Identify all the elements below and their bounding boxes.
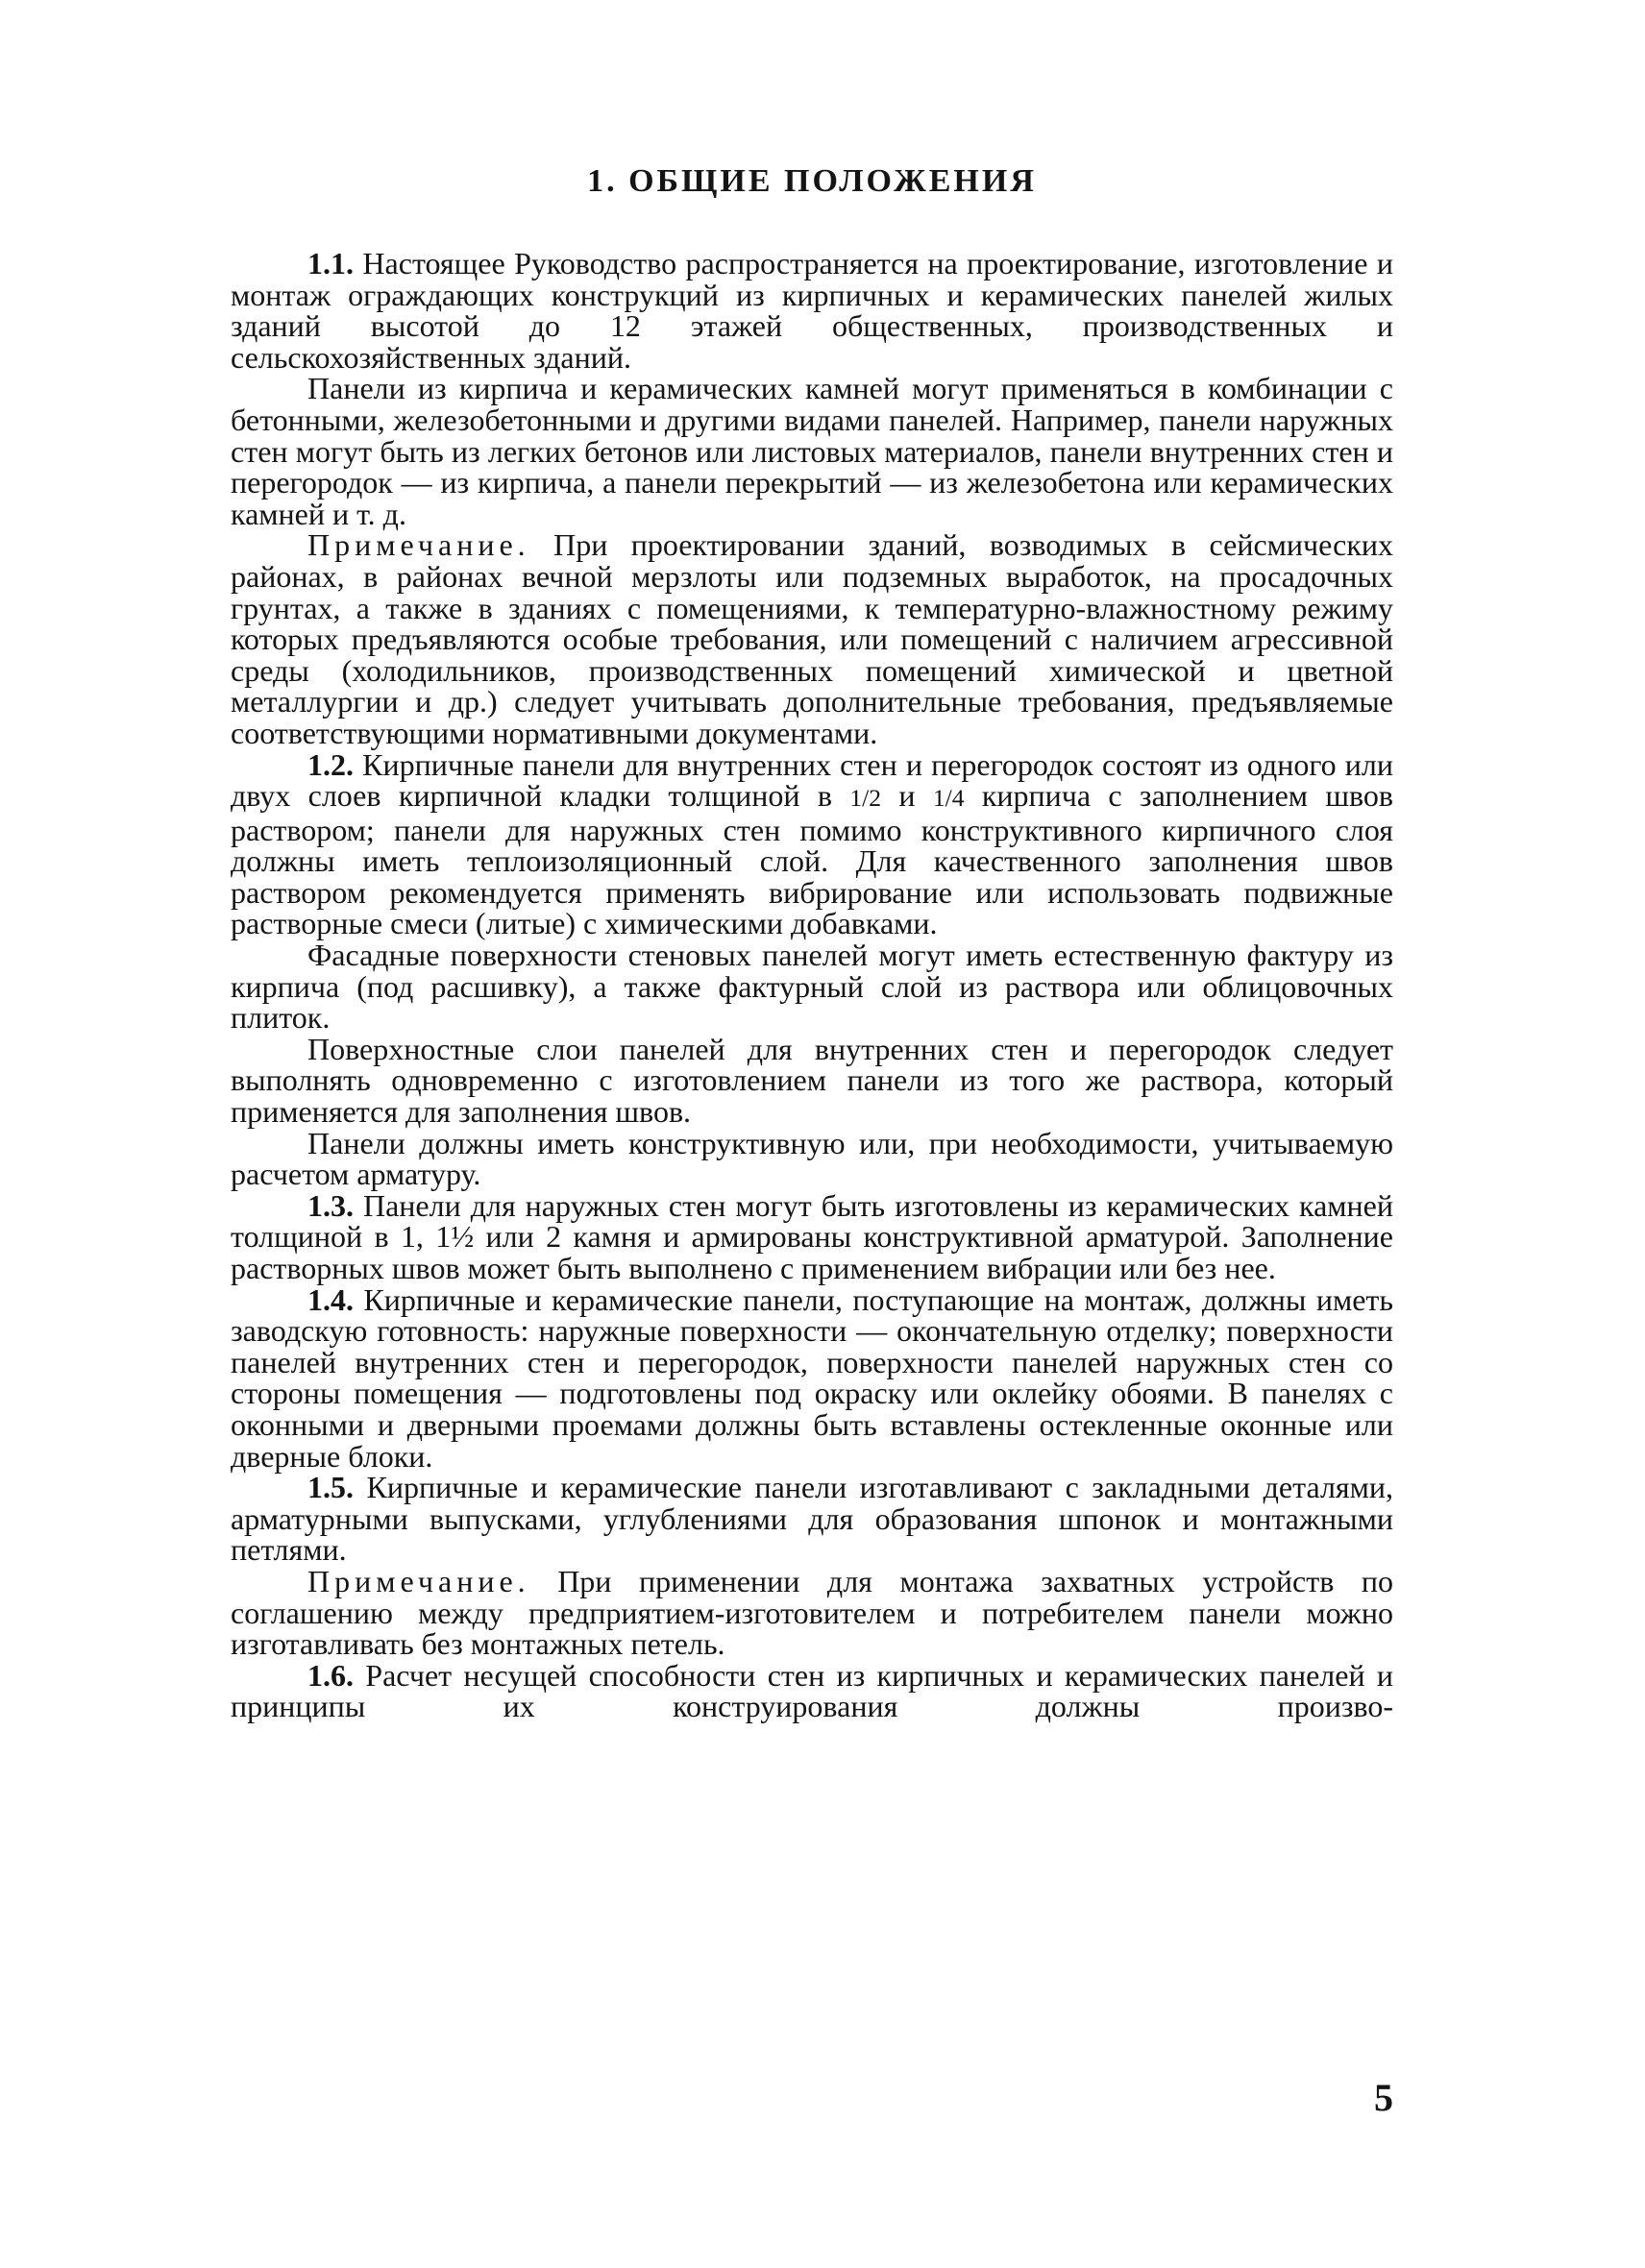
fraction-half: 1/2 [849,784,882,813]
note-2 [231,1563,1393,1662]
paragraph-text: Панели из кирпича и керамических камней могут применяться в комбинации с бетонными, железобетонными и другими видами панелей. Например, панели наружных стен могут быть из легких бетонов или листовых материалов, панели внутренних стен и перегородок — из кирпича, а панели перекрытий — из железобетона или керамических камней и т. д. [231,371,1393,531]
paragraph-text: Кирпичные и керамические панели, поступающие на монтаж, должны иметь заводскую готовность: наружные поверхности — окончательную отделку; поверхности панелей внутренних стен и перегородок, поверхности панелей наружных стен со стороны помещения — подготовлены под окраску или оклейку обоями. В панелях с оконными и дверными проемами должны быть вставлены остекленные оконные или дверные блоки. [231,1281,1393,1474]
clause-number: 1.4. [307,1281,354,1317]
paragraph-text: Панели для наружных стен могут быть изготовлены из керамических камней толщиной в 1, [231,1187,1393,1255]
paragraph-1-1 [231,248,1393,373]
paragraph-1-2-surface [231,1031,1393,1130]
paragraph-1-5 [231,1472,1393,1566]
paragraph-text: При применении для монтажа захватных устройств по соглашению между предприятием-изготовителем и потребителем панели можно изготавливать без монтажных петель. [231,1563,1393,1662]
fraction-quarter: 1/4 [932,784,965,813]
document-body [231,248,1393,1722]
fraction-one-and-half: 1½ [435,1219,475,1255]
paragraph-text: Кирпичные панели для внутренних стен и перегородок состоят из одного или двух слоев кирпичной кладки толщиной в [231,746,1393,814]
paragraph-text: Поверхностные слои панелей для внутренних стен и перегородок следует выполнять одновременно с изготовлением панели из того же раствора, который применяется для заполнения швов. [231,1031,1393,1130]
paragraph-1-1-cont [231,373,1393,529]
paragraph-1-2 [231,746,1394,941]
note-label: Примечание. [307,527,530,563]
paragraph-text: и [881,778,933,814]
clause-number: 1.2. [307,746,354,782]
paragraph-text: Кирпичные и керамические панели изготавливают с закладными деталями, арматурными выпусками, углублениями для образования шпонок и монтажными петлями. [231,1470,1393,1568]
clause-number: 1.3. [307,1187,354,1223]
paragraph-text: Фасадные поверхности стеновых панелей могут иметь естественную фактуру из кирпича (под расшивку), а также фактурный слой из раствора или облицовочных плиток. [231,938,1393,1036]
paragraph-1-3 [231,1187,1394,1285]
clause-number: 1.1. [307,246,354,280]
note-1 [231,529,1393,748]
note-label: Примечание. [307,1563,530,1598]
paragraph-text: Панели должны иметь конструктивную или, при необходимости, учитываемую расчетом арматуру. [231,1125,1393,1192]
clause-number: 1.6. [307,1657,354,1693]
paragraph-1-6 [231,1657,1393,1724]
paragraph-1-2-facade [231,939,1393,1034]
paragraph-text: кирпича с заполнением швов раствором; панели для наружных стен помимо конструктивного кирпичного слоя должны иметь теплоизоляционный слой. Для качественного заполнения швов раствором рекомендуется применять вибрирование или использовать подвижные растворные смеси (литые) с химическими добавками. [231,778,1394,941]
paragraph-text: При проектировании зданий, возводимых в сейсмических районах, в районах вечной мерзлоты или подземных выработок, на просадочных грунтах, а также в зданиях с помещениями, к температурно-влажностному режиму которых предъявляются особые требования, или помещений с наличием агрессивной среды (холодильников, производственных помещений химической и цветной металлургии и др.) следует учитывать дополнительные требования, предъявляемые соответствующими нормативными документами. [231,527,1393,750]
paragraph-text: или 2 камня и армированы конструктивной арматурой. Заполнение растворных швов может быть выполнено с применением вибрации или без нее. [231,1219,1394,1285]
document-page [231,163,1393,1722]
page-number: 5 [1374,2076,1393,2119]
paragraph-1-4 [231,1281,1393,1474]
clause-number: 1.5. [307,1470,354,1505]
paragraph-text: Расчет несущей способности стен из кирпичных и керамических панелей и принципы их конструирования должны произво- [231,1657,1393,1724]
section-heading: 1. ОБЩИЕ ПОЛОЖЕНИЯ [587,163,1037,199]
paragraph-1-2-rebar [231,1125,1393,1192]
paragraph-text: Настоящее Руководство распространяется на проектирование, изготовление и монтаж ограждающих конструкций из кирпичных и керамических панелей жилых зданий высотой до 12 этажей общественных, производственных и сельскохозяйственных зданий. [231,246,1393,375]
